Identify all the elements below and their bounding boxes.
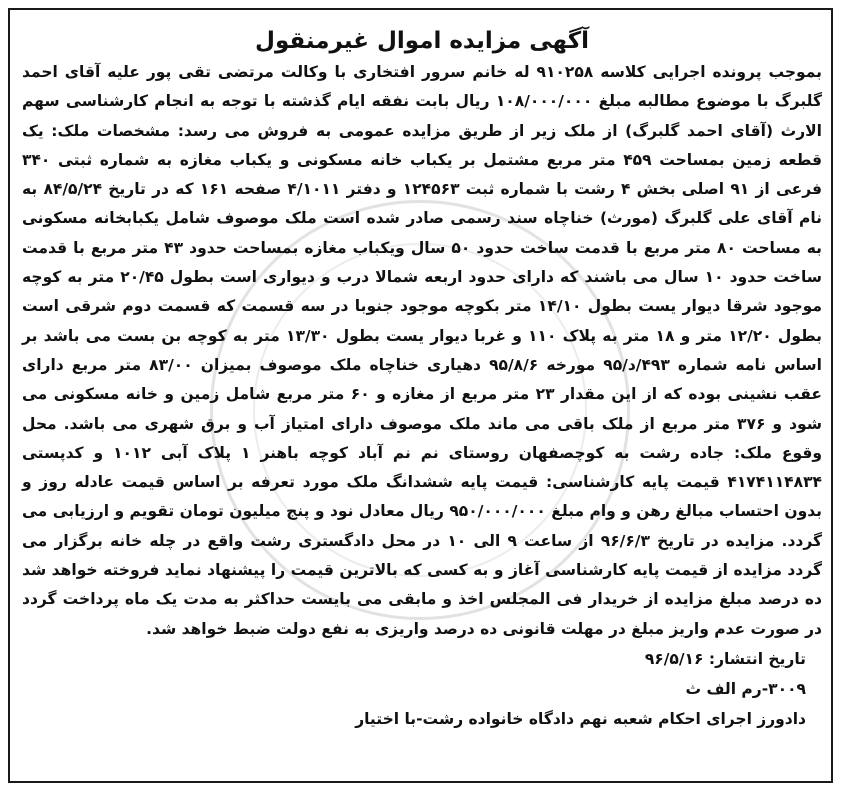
notice-body: بموجب پرونده اجرایی کلاسه ۹۱۰۲۵۸ له خانم سرور افتخاری با وکالت مرتضی تقی پور علیه آقای احمد گلبرگ با موضوع مطالبه مبلغ ۱۰۸/۰۰۰/۰۰۰ ریال بابت نفقه ایام گذشته با توجه به انجام کارشناسی سهم الارث (آقای احمد گلبرگ) از ملک زیر از طریق مزایده عمومی به فروش می رسد: مشخصات ملک: یک قطعه زمین بمساحت ۴۵۹ متر مربع مشتمل بر یکباب خانه مسکونی و یکباب مغازه به شماره ثبتی ۳۴۰ فرعی از ۹۱ اصلی بخش ۴ رشت با شماره ثبت ۱۲۴۵۶۳ و دفتر ۴/۱۰۱۱ صفحه ۱۶۱ که در تاریخ ۸۴/۵/۲۴ به نام آقای علی گلبرگ (مورث) خناچاه سند رسمی صادر شده است ملک موصوف شامل یکبابخانه مسکونی به مساحت ۸۰ متر مربع با قدمت ساخت حدود ۵۰ سال ویکباب مغازه بمساحت حدود ۴۳ متر مربع با قدمت ساخت حدود ۱۰ سال می باشند که دارای حدود اربعه شمالا درب و دیواری است بطول ۲۰/۴۵ متر به کوچه موجود شرقا دیوار یست بطول ۱۴/۱۰ متر بکوچه موجود جنوبا در سه قسمت که قسمت دوم شرقی است بطول ۱۲/۲۰ متر و ۱۸ متر به پلاک ۱۱۰ و غربا دیوار یست بطول ۱۳/۳۰ متر به کوچه بن بست می باشد بر اساس نامه شماره ۴۹۳/د/۹۵ مورخه ۹۵/۸/۶ دهیاری خناچاه ملک موصوف بمیزان ۸۳/۰۰ متر مربع دارای عقب نشینی بوده که از این مقدار ۲۳ متر مربع از مغازه و ۶۰ متر مربع شامل زمین و خانه مسکونی می شود و ۳۷۶ متر مربع از ملک باقی می ماند ملک موصوف دارای امتیاز آب و برق شهری می باشد. محل وقوع ملک: جاده رشت به کوچصفهان روستای نم نم آباد کوچه باهنر ۱ پلاک آبی ۱۰۱۲ و کدپستی ۴۱۷۴۱۱۴۸۳۴ قیمت پایه کارشناسی: قیمت پایه ششدانگ ملک مورد تعرفه بر اساس قیمت عادله روز و بدون احتساب مبالغ رهن و وام مبلغ ۹۵۰/۰۰۰/۰۰۰ ریال معادل نود و پنج میلیون تومان تقویم و ارزیابی می گردد. مزایده در تاریخ ۹۶/۶/۳ از ساعت ۹ الی ۱۰ در محل دادگستری رشت واقع در چله خانه برگزار می گردد مزایده از قیمت پایه کارشناسی آغاز و به کسی که بالاترین قیمت را پیشنهاد نماید فروخته خواهد شد ده درصد مبلغ مزایده از خریدار فی المجلس اخذ و مابقی می بایست حداکثر به مدت یک ماه پرداخت گردد در صورت عدم واریز مبلغ در مهلت قانونی ده درصد واریزی به نفع دولت ضبط خواهد شد. (22, 63, 823, 638)
notice-title: آگهی مزایده اموال غیرمنقول (254, 28, 590, 54)
reference-code: ۳۰۰۹-رم الف ث (685, 679, 806, 698)
notice-footer (22, 644, 822, 734)
publish-date: تاریخ انتشار: ۹۶/۵/۱۶ (644, 649, 806, 668)
notice-content (22, 26, 822, 734)
signature: دادورز اجرای احکام شعبه نهم دادگاه خانواده رشت-با اختیار (355, 709, 806, 728)
